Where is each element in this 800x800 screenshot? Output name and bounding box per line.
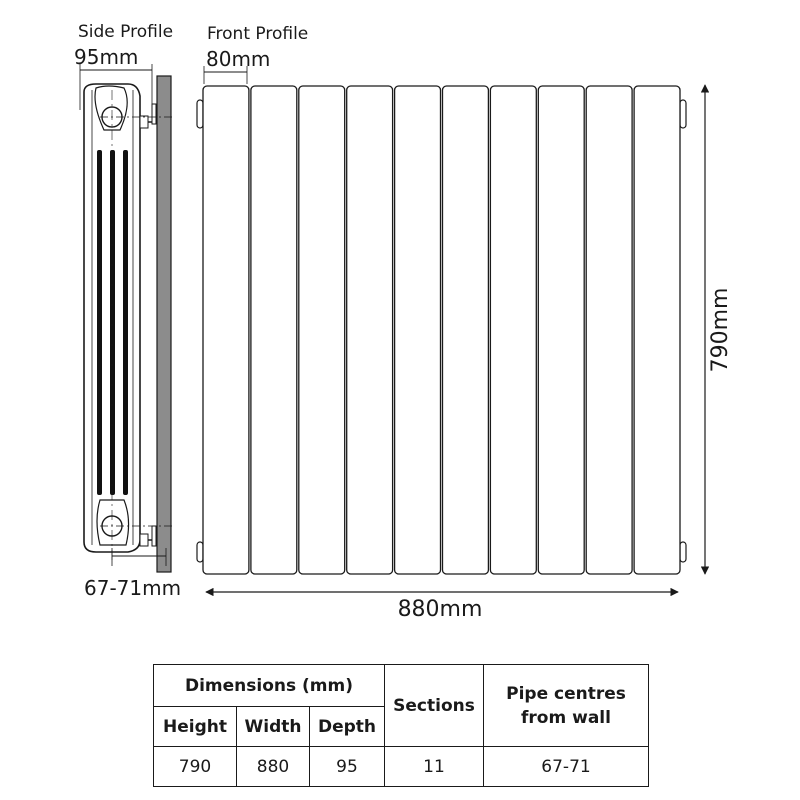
radiator-section-5	[395, 86, 441, 574]
pipe-centres-value: 67-71	[484, 747, 649, 787]
total-height-label: 790mm	[708, 287, 733, 373]
pipe-centres-label: 67-71mm	[84, 576, 182, 600]
total-width-label: 880mm	[397, 597, 483, 622]
radiator-section-1	[203, 86, 249, 574]
side-profile-view	[80, 64, 172, 572]
front-profile-view	[197, 66, 705, 592]
height-value: 790	[154, 747, 237, 787]
height-header: Height	[154, 707, 237, 747]
radiator-section-10	[634, 86, 680, 574]
wall-plate	[157, 76, 171, 572]
radiator-section-8	[538, 86, 584, 574]
radiator-section-6	[443, 86, 489, 574]
depth-header: Depth	[310, 707, 385, 747]
pipe-centres-header	[484, 665, 649, 747]
radiator-section-7	[490, 86, 536, 574]
width-value: 880	[237, 747, 310, 787]
sections-header: Sections	[385, 665, 484, 747]
pipe-centres-header-line1: Pipe centres	[506, 683, 626, 704]
radiator-section-2	[251, 86, 297, 574]
front-profile-title: Front Profile	[207, 24, 309, 44]
radiator-section-9	[586, 86, 632, 574]
dimensions-group-header: Dimensions (mm)	[154, 665, 385, 707]
sections-value: 11	[385, 747, 484, 787]
depth-value: 95	[310, 747, 385, 787]
side-depth-label: 95mm	[74, 45, 139, 69]
width-header: Width	[237, 707, 310, 747]
pipe-centres-header-line2: from wall	[521, 707, 611, 728]
radiator-section-3	[299, 86, 345, 574]
specifications-table	[153, 664, 649, 787]
radiator-section-4	[347, 86, 393, 574]
section-width-label: 80mm	[206, 47, 271, 71]
side-profile-title: Side Profile	[78, 22, 174, 42]
